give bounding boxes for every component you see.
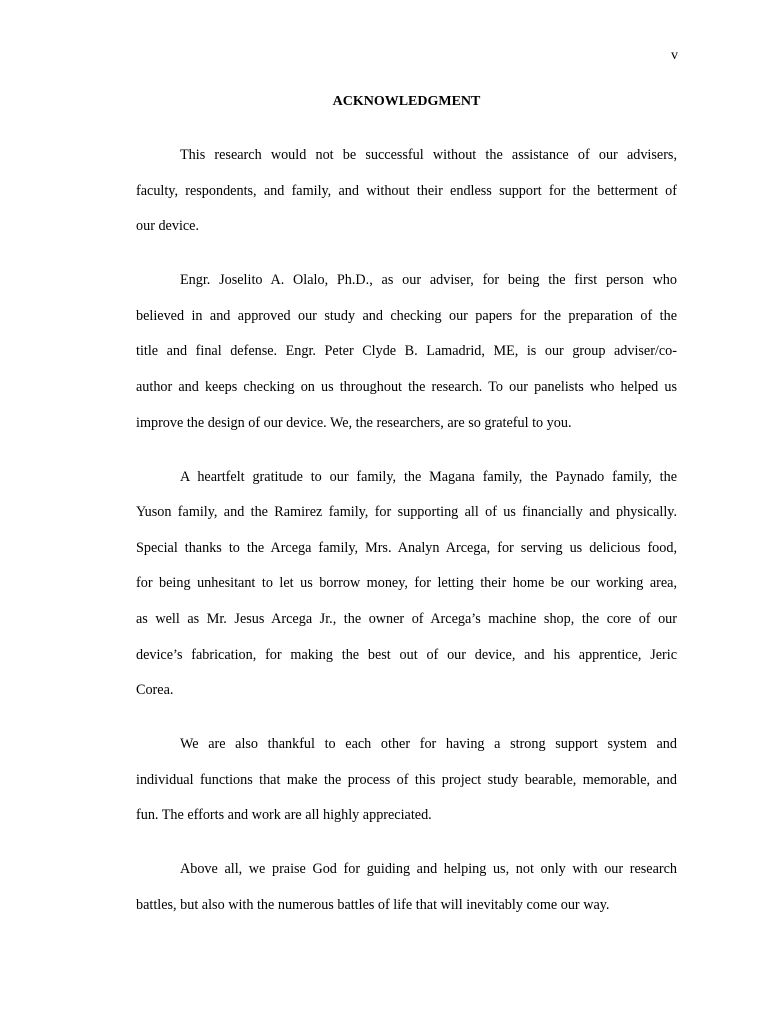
page-title: ACKNOWLEDGMENT	[332, 94, 481, 109]
text-line: improve the design of our device. We, the researchers, are so grateful to you.	[136, 414, 572, 431]
text-line: as well as Mr. Jesus Arcega Jr., the owner of Arcega’s machine shop, the core of our	[136, 610, 677, 627]
acknowledgment-body	[136, 138, 677, 942]
paragraph-team	[136, 727, 677, 834]
text-line: device’s fabrication, for making the best out of our device, and his apprentice, Jeric	[136, 646, 677, 663]
page-number: v	[671, 48, 678, 63]
text-line: faculty, respondents, and family, and without their endless support for the betterment of	[136, 182, 677, 199]
text-line: This research would not be successful without the assistance of our advisers,	[180, 147, 677, 163]
text-line: fun. The efforts and work are all highly appreciated.	[136, 807, 432, 824]
text-line: our device.	[136, 218, 200, 235]
text-line: author and keeps checking on us throughout the research. To our panelists who helped us	[136, 378, 677, 395]
paragraph-god	[136, 852, 677, 923]
text-line: Engr. Joselito A. Olalo, Ph.D., as our adviser, for being the first person who	[180, 272, 677, 289]
text-line: believed in and approved our study and checking our papers for the preparation of the	[136, 307, 677, 324]
text-line: We are also thankful to each other for having a strong support system and	[180, 736, 677, 753]
text-line: Corea.	[136, 682, 174, 699]
text-line: individual functions that make the process of this project study bearable, memorable, and	[136, 771, 677, 788]
text-line: A heartfelt gratitude to our family, the Magana family, the Paynado family, the	[180, 468, 677, 485]
text-line: Above all, we praise God for guiding and helping us, not only with our research	[180, 861, 677, 878]
paragraph-advisers-faculty	[136, 138, 677, 245]
text-line: title and final defense. Engr. Peter Clyde B. Lamadrid, ME, is our group adviser/co-	[136, 343, 677, 360]
paragraph-families	[136, 460, 677, 709]
paragraph-advisers-names	[136, 263, 677, 441]
text-line: battles, but also with the numerous battles of life that will inevitably come our way.	[136, 896, 610, 913]
text-line: Yuson family, and the Ramirez family, for supporting all of us financially and physically.	[136, 504, 677, 521]
text-line: Special thanks to the Arcega family, Mrs. Analyn Arcega, for serving us delicious food,	[136, 539, 677, 556]
text-line: for being unhesitant to let us borrow money, for letting their home be our working area,	[136, 575, 677, 592]
